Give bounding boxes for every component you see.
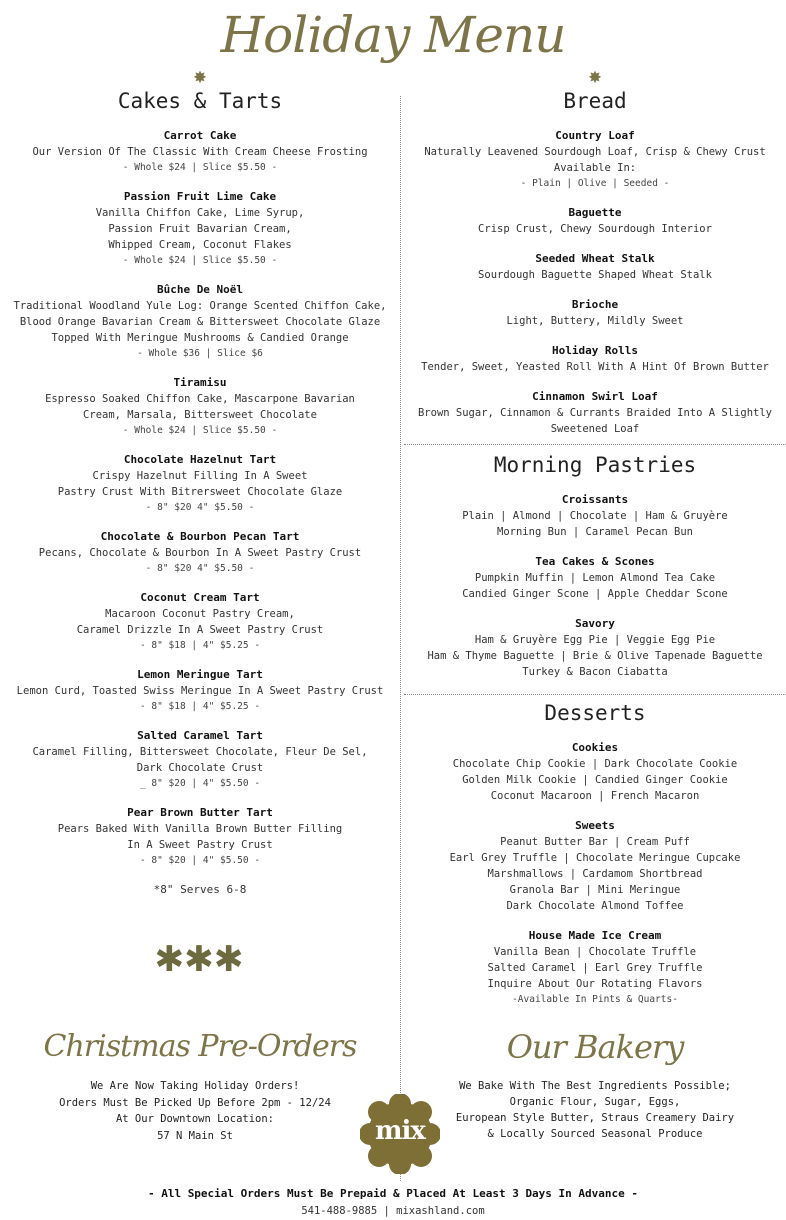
item-description: Turkey & Bacon Ciabatta xyxy=(522,666,668,678)
item-description: Available In: xyxy=(553,162,637,174)
menu-item xyxy=(404,389,786,437)
item-description: Light, Buttery, Mildly Sweet xyxy=(506,315,684,327)
item-description: Vanilla Chiffon Cake, Lime Syrup, xyxy=(95,207,305,219)
item-price: -Available In Pints & Quarts- xyxy=(512,994,678,1005)
item-name: Savory xyxy=(575,617,615,630)
item-description: Dark Chocolate Almond Toffee xyxy=(506,900,684,912)
item-description: Pears Baked With Vanilla Brown Butter Filling xyxy=(57,823,343,835)
item-price: - Whole $24 | Slice $5.50 - xyxy=(122,255,278,266)
item-description: Crispy Hazelnut Filling In A Sweet xyxy=(92,470,308,482)
item-description: Pecans, Chocolate & Bourbon In A Sweet Pastry Crust xyxy=(38,547,362,559)
logo-text: mix xyxy=(375,1116,425,1146)
menu-item xyxy=(404,818,786,914)
item-description: Topped With Meringue Mushrooms & Candied Orange xyxy=(51,332,349,344)
item-name: Brioche xyxy=(571,298,619,311)
item-name: Tea Cakes & Scones xyxy=(535,555,655,568)
item-price: - Whole $24 | Slice $5.50 - xyxy=(122,425,278,436)
menu-item xyxy=(404,554,786,602)
desserts-section xyxy=(404,700,786,1007)
item-description: Caramel Drizzle In A Sweet Pastry Crust xyxy=(76,624,324,636)
item-name: Lemon Meringue Tart xyxy=(137,668,263,681)
bakery-line: & Locally Sourced Seasonal Produce xyxy=(487,1128,703,1140)
item-name: Bûche De Noël xyxy=(156,283,244,296)
item-name: Carrot Cake xyxy=(163,129,237,142)
asterisks-ornament-icon: ✱✱✱ xyxy=(155,928,245,982)
bakery-line: European Style Butter, Straus Creamery Dairy xyxy=(455,1112,735,1124)
item-description: Peanut Butter Bar | Cream Puff xyxy=(500,836,690,848)
menu-item xyxy=(0,375,400,438)
sunburst-icon: ✸ xyxy=(588,64,602,89)
menu-item xyxy=(0,452,400,515)
morning-pastries-section xyxy=(404,452,786,680)
item-description: Dark Chocolate Crust xyxy=(136,762,264,774)
menu-item xyxy=(0,128,400,175)
item-description: Ham & Thyme Baguette | Brie & Olive Tapenade Baguette xyxy=(427,650,763,662)
menu-item xyxy=(404,297,786,329)
item-name: Cookies xyxy=(571,741,619,754)
item-description: Passion Fruit Bavarian Cream, xyxy=(108,223,292,235)
item-description: Marshmallows | Cardamom Shortbread xyxy=(487,868,703,880)
menu-item xyxy=(404,343,786,375)
menu-item xyxy=(0,529,400,576)
item-description: Pastry Crust With Bitrersweet Chocolate Glaze xyxy=(57,486,343,498)
item-description: Traditional Woodland Yule Log: Orange Scented Chiffon Cake, xyxy=(13,300,387,312)
section-title-morning-pastries: Morning Pastries xyxy=(493,453,697,477)
item-price: - Plain | Olive | Seeded - xyxy=(520,178,670,189)
menu-item xyxy=(0,189,400,268)
menu-item xyxy=(0,728,400,791)
vertical-divider xyxy=(400,96,401,1181)
item-description: Blood Orange Bavarian Cream & Bittersweet Chocolate Glaze xyxy=(19,316,381,328)
item-price: - 8" $20 4" $5.50 - xyxy=(145,563,255,574)
item-name: Pear Brown Butter Tart xyxy=(127,806,273,819)
section-title-cakes-tarts: Cakes & Tarts xyxy=(117,89,283,113)
item-price: - 8" $18 | 4" $5.25 - xyxy=(139,640,261,651)
cakes-tarts-section xyxy=(0,60,400,898)
special-orders-note: - All Special Orders Must Be Prepaid & Placed At Least 3 Days In Advance - xyxy=(147,1187,639,1200)
item-price: - Whole $24 | Slice $5.50 - xyxy=(122,162,278,173)
our-bakery-info xyxy=(404,1078,786,1142)
item-price: - 8" $20 4" $5.50 - xyxy=(145,502,255,513)
desserts-list xyxy=(404,740,786,1007)
item-description: Naturally Leavened Sourdough Loaf, Crisp & Chewy Crust xyxy=(424,146,766,158)
item-description: Vanilla Bean | Chocolate Truffle xyxy=(493,946,697,958)
item-description: In A Sweet Pastry Crust xyxy=(127,839,273,851)
menu-item xyxy=(0,590,400,653)
menu-item xyxy=(404,616,786,680)
item-description: Earl Grey Truffle | Chocolate Meringue Cupcake xyxy=(449,852,741,864)
mix-logo xyxy=(360,1094,440,1174)
menu-item xyxy=(404,928,786,1007)
item-description: Candied Ginger Scone | Apple Cheddar Scone xyxy=(462,588,728,600)
menu-item xyxy=(404,128,786,191)
preorders-title: Christmas Pre-Orders xyxy=(43,1029,357,1064)
item-description: Sourdough Baguette Shaped Wheat Stalk xyxy=(478,269,712,281)
preorders-line: Orders Must Be Picked Up Before 2pm - 12/24 xyxy=(59,1096,331,1109)
item-name: Holiday Rolls xyxy=(551,344,639,357)
item-name: Croissants xyxy=(561,493,629,506)
menu-item xyxy=(0,667,400,714)
item-description: Brown Sugar, Cinnamon & Currants Braided Into A Slightly xyxy=(417,407,772,419)
item-name: Coconut Cream Tart xyxy=(140,591,260,604)
menu-item xyxy=(404,740,786,804)
item-description: Inquire About Our Rotating Flavors xyxy=(487,978,703,990)
item-description: Macaroon Coconut Pastry Cream, xyxy=(105,608,295,620)
item-name: Tiramisu xyxy=(173,376,227,389)
bread-list xyxy=(404,128,786,437)
item-name: Country Loaf xyxy=(555,129,635,142)
preorders-line: We Are Now Taking Holiday Orders! xyxy=(90,1080,300,1092)
item-description: Golden Milk Cookie | Candied Ginger Cookie xyxy=(462,774,728,786)
item-description: Caramel Filling, Bittersweet Chocolate, Fleur De Sel, xyxy=(32,746,368,758)
item-description: Crisp Crust, Chewy Sourdough Interior xyxy=(478,223,712,235)
menu-item xyxy=(404,251,786,283)
item-name: Chocolate & Bourbon Pecan Tart xyxy=(100,530,300,543)
item-description: Chocolate Chip Cookie | Dark Chocolate Cookie xyxy=(452,758,738,770)
section-title-bread: Bread xyxy=(563,89,627,113)
item-description: Granola Bar | Mini Meringue xyxy=(509,884,681,896)
serving-note: *8" Serves 6-8 xyxy=(153,883,247,896)
item-price: _ 8" $20 | 4" $5.50 - xyxy=(139,778,261,789)
item-description: Espresso Soaked Chiffon Cake, Mascarpone Bavarian xyxy=(45,393,355,405)
item-description: Tender, Sweet, Yeasted Roll With A Hint Of Brown Butter xyxy=(421,361,769,373)
horizontal-divider xyxy=(404,694,786,695)
item-description: Sweetened Loaf xyxy=(550,423,640,435)
bakery-line: Organic Flour, Sugar, Eggs, xyxy=(509,1096,681,1108)
item-description: Pumpkin Muffin | Lemon Almond Tea Cake xyxy=(474,572,716,584)
item-name: Chocolate Hazelnut Tart xyxy=(123,453,277,466)
preorders-line: At Our Downtown Location: xyxy=(115,1113,275,1125)
item-name: Sweets xyxy=(575,819,615,832)
star-icon: ✸ xyxy=(193,64,207,89)
item-description: Our Version Of The Classic With Cream Cheese Frosting xyxy=(32,146,368,158)
pastries-list xyxy=(404,492,786,680)
bread-section xyxy=(404,60,786,437)
menu-item xyxy=(404,205,786,237)
menu-item xyxy=(0,805,400,868)
item-description: Ham & Gruyère Egg Pie | Veggie Egg Pie xyxy=(474,634,716,646)
item-description: Plain | Almond | Chocolate | Ham & Gruyère xyxy=(462,510,728,522)
item-description: Morning Bun | Caramel Pecan Bun xyxy=(497,526,693,538)
menu-item xyxy=(404,492,786,540)
item-description: Whipped Cream, Coconut Flakes xyxy=(108,239,292,251)
item-description: Salted Caramel | Earl Grey Truffle xyxy=(487,962,703,974)
item-name: Seeded Wheat Stalk xyxy=(535,252,655,265)
menu-item xyxy=(0,282,400,361)
item-price: - Whole $36 | Slice $6 xyxy=(137,348,263,359)
menu-title: Holiday Menu xyxy=(220,6,566,64)
cakes-list xyxy=(0,128,400,868)
section-title-desserts: Desserts xyxy=(544,701,646,725)
item-name: Passion Fruit Lime Cake xyxy=(123,190,277,203)
item-price: - 8" $20 | 4" $5.50 - xyxy=(139,855,261,866)
our-bakery-title: Our Bakery xyxy=(506,1028,684,1066)
item-description: Cream, Marsala, Bittersweet Chocolate xyxy=(83,409,317,421)
item-name: Baguette xyxy=(568,206,622,219)
item-price: - 8" $18 | 4" $5.25 - xyxy=(139,701,261,712)
contact-info[interactable]: 541-488-9885 | mixashland.com xyxy=(301,1205,485,1217)
item-name: Salted Caramel Tart xyxy=(137,729,263,742)
horizontal-divider xyxy=(404,444,786,445)
bakery-line: We Bake With The Best Ingredients Possible; xyxy=(459,1080,731,1092)
item-name: Cinnamon Swirl Loaf xyxy=(532,390,658,403)
preorders-info xyxy=(0,1078,390,1144)
item-description: Coconut Macaroon | French Macaron xyxy=(490,790,700,802)
preorders-address: 57 N Main St xyxy=(157,1129,233,1142)
item-description: Lemon Curd, Toasted Swiss Meringue In A Sweet Pastry Crust xyxy=(16,685,384,697)
item-name: House Made Ice Cream xyxy=(528,929,662,942)
